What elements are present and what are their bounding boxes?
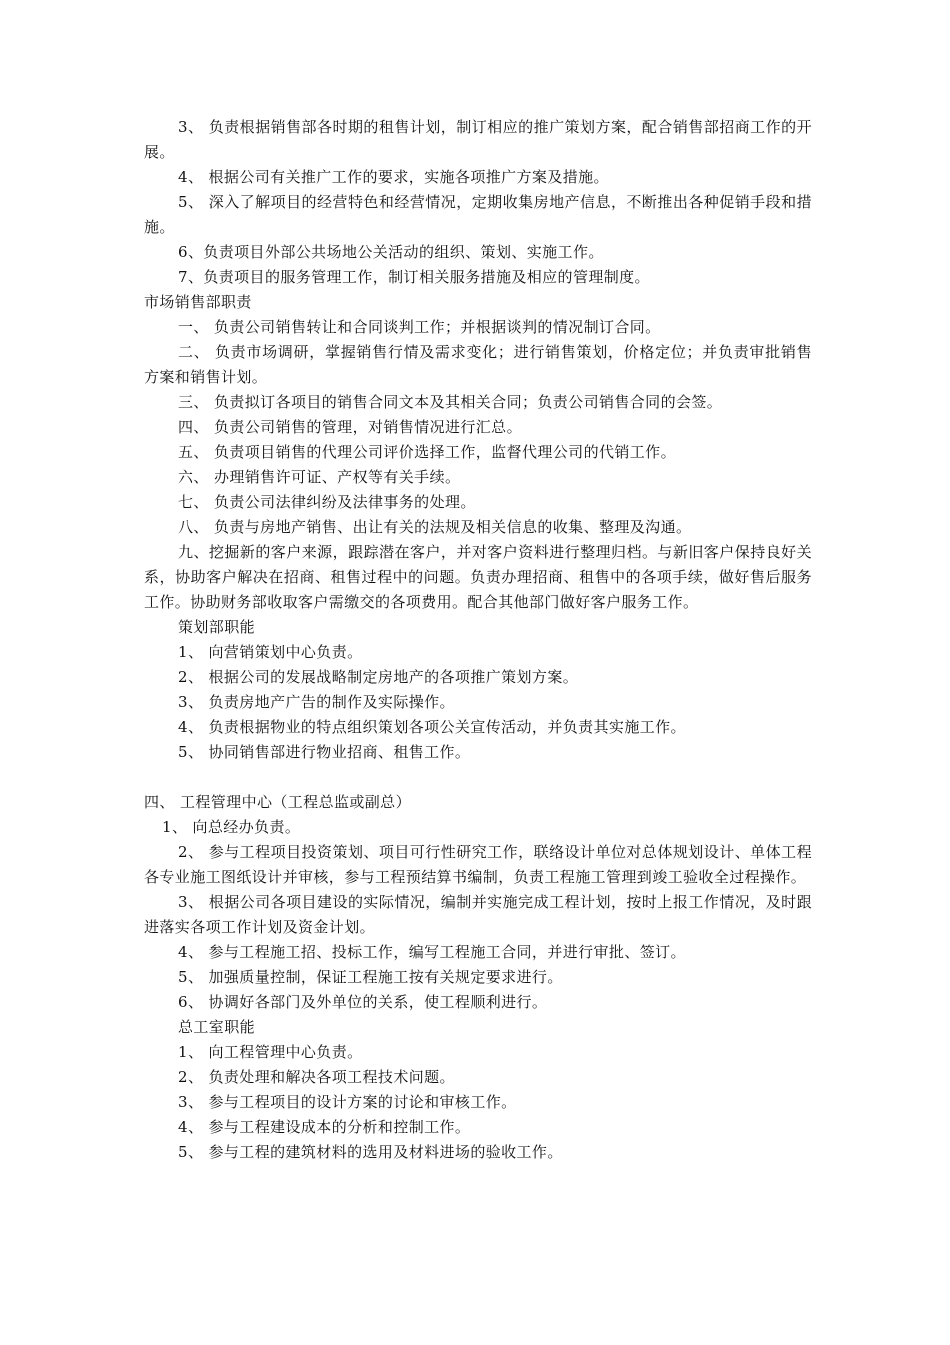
chief-engineer-item-5: 5、 参与工程的建筑材料的选用及材料进场的验收工作。 — [178, 1143, 563, 1161]
engineering-center-heading: 四、 工程管理中心（工程总监或副总） — [144, 793, 411, 811]
engineering-item-3: 3、 根据公司各项目建设的实际情况，编制并实施完成工程计划，按时上报工作情况，及时跟进落实各项工作计划及资金计划。 — [144, 893, 812, 936]
engineering-item-4: 4、 参与工程施工招、投标工作，编写工程施工合同，并进行审批、签订。 — [178, 943, 686, 961]
section-spacer — [144, 765, 812, 790]
document-body — [144, 115, 812, 1165]
planning-item-3: 3、 负责房地产广告的制作及实际操作。 — [178, 693, 455, 711]
chief-engineer-item-1: 1、 向工程管理中心负责。 — [178, 1043, 363, 1061]
chief-engineer-item-3: 3、 参与工程项目的设计方案的讨论和审核工作。 — [178, 1093, 517, 1111]
planning-item-1: 1、 向营销策划中心负责。 — [178, 643, 363, 661]
sales-item-1: 一、 负责公司销售转让和合同谈判工作；并根据谈判的情况制订合同。 — [178, 318, 661, 336]
sales-item-4: 四、 负责公司销售的管理，对销售情况进行汇总。 — [178, 418, 522, 436]
sales-item-2: 二、 负责市场调研，掌握销售行情及需求变化；进行销售策划，价格定位；并负责审批销售方案和销售计划。 — [144, 343, 812, 386]
sales-dept-heading: 市场销售部职责 — [144, 293, 252, 311]
sales-item-6: 六、 办理销售许可证、产权等有关手续。 — [178, 468, 461, 486]
planning-item-5: 5、 协同销售部进行物业招商、租售工作。 — [178, 743, 471, 761]
promotion-item-5: 5、 深入了解项目的经营特色和经营情况，定期收集房地产信息，不断推出各种促销手段和措施。 — [144, 193, 812, 236]
promotion-item-7: 7、负责项目的服务管理工作，制订相关服务措施及相应的管理制度。 — [178, 268, 650, 286]
promotion-item-4: 4、 根据公司有关推广工作的要求，实施各项推广方案及措施。 — [178, 168, 609, 186]
chief-engineer-item-4: 4、 参与工程建设成本的分析和控制工作。 — [178, 1118, 471, 1136]
sales-item-5: 五、 负责项目销售的代理公司评价选择工作，监督代理公司的代销工作。 — [178, 443, 676, 461]
engineering-item-2: 2、 参与工程项目投资策划、项目可行性研究工作，联络设计单位对总体规划设计、单体工程各专业施工图纸设计并审核，参与工程预结算书编制，负责工程施工管理到竣工验收全过程操作。 — [144, 843, 812, 886]
planning-dept-heading: 策划部职能 — [178, 618, 256, 636]
promotion-item-6: 6、负责项目外部公共场地公关活动的组织、策划、实施工作。 — [178, 243, 604, 261]
sales-item-3: 三、 负责拟订各项目的销售合同文本及其相关合同；负责公司销售合同的会签。 — [178, 393, 723, 411]
engineering-item-5: 5、 加强质量控制，保证工程施工按有关规定要求进行。 — [178, 968, 563, 986]
planning-item-4: 4、 负责根据物业的特点组织策划各项公关宣传活动，并负责其实施工作。 — [178, 718, 686, 736]
sales-item-8: 八、 负责与房地产销售、出让有关的法规及相关信息的收集、整理及沟通。 — [178, 518, 692, 536]
planning-item-2: 2、 根据公司的发展战略制定房地产的各项推广策划方案。 — [178, 668, 579, 686]
sales-item-7: 七、 负责公司法律纠纷及法律事务的处理。 — [178, 493, 476, 511]
engineering-item-6: 6、 协调好各部门及外单位的关系，使工程顺利进行。 — [178, 993, 548, 1011]
chief-engineer-item-2: 2、 负责处理和解决各项工程技术问题。 — [178, 1068, 455, 1086]
sales-item-9: 九、挖掘新的客户来源，跟踪潜在客户，并对客户资料进行整理归档。与新旧客户保持良好关系，协助客户解决在招商、租售过程中的问题。负责办理招商、租售中的各项手续，做好售后服务工作。协助财务部收取客户需缴交的各项费用。配合其他部门做好客户服务工作。 — [144, 543, 812, 611]
promotion-item-3: 3、 负责根据销售部各时期的租售计划，制订相应的推广策划方案，配合销售部招商工作的开展。 — [144, 118, 812, 161]
chief-engineer-heading: 总工室职能 — [178, 1018, 256, 1036]
engineering-item-1: 1、 向总经办负责。 — [162, 818, 301, 836]
